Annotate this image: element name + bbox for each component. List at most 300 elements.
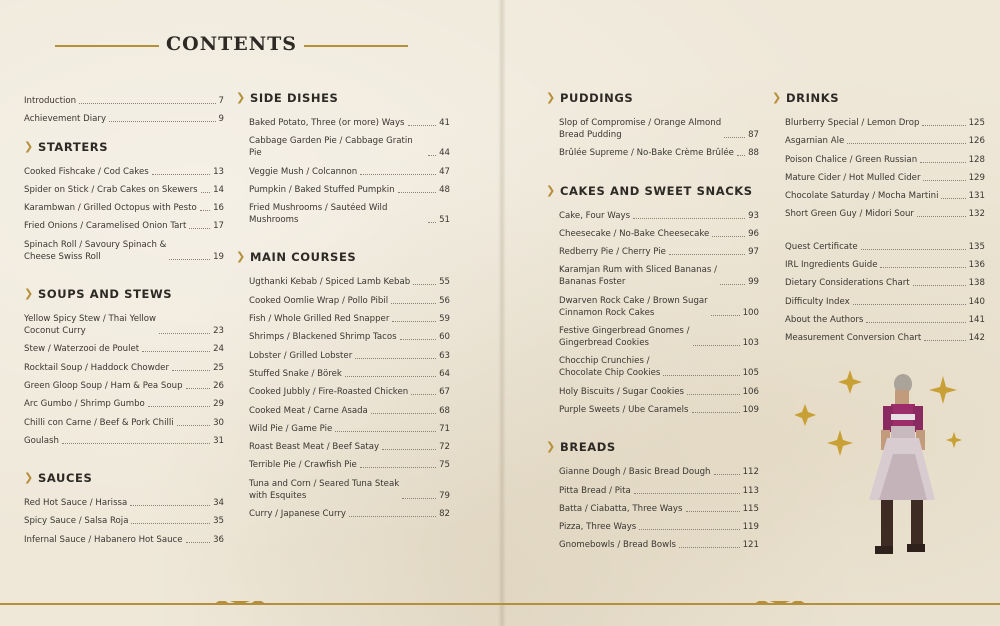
toc-entry[interactable] [559, 466, 759, 478]
entry-title: Cooked Meat / Carne Asada [249, 405, 368, 416]
page-number: 103 [742, 338, 759, 349]
dot-leader [360, 174, 436, 175]
entry-title: Karamjan Rum with Sliced Bananas / Bananas Foster [559, 265, 717, 288]
dot-leader [861, 249, 966, 250]
dot-leader [922, 125, 965, 126]
dot-leader [360, 467, 436, 468]
section-heading [236, 250, 450, 270]
toc-entry[interactable] [249, 184, 450, 196]
chevron-right-icon [24, 141, 33, 153]
entry-title: Pitta Bread / Pita [559, 485, 631, 496]
page-number: 24 [213, 344, 224, 355]
toc-entry[interactable] [785, 154, 985, 166]
page-number: 140 [968, 296, 985, 307]
character-illustration [795, 368, 965, 588]
entry-title: Purple Sweets / Ube Caramels [559, 404, 689, 415]
dot-leader [693, 345, 740, 346]
section-title: CAKES AND SWEET SNACKS [560, 183, 753, 198]
page-number: 82 [439, 509, 450, 520]
page-number: 30 [213, 417, 224, 428]
page-number: 96 [748, 228, 759, 239]
footer-ornament [0, 601, 1000, 626]
page-number: 121 [742, 540, 759, 551]
entry-title: Dwarven Rock Cake / Brown Sugar Cinnamon Rock Cakes [559, 295, 708, 318]
section-title: PUDDINGS [560, 91, 634, 105]
entry-title: Cooked Oomlie Wrap / Pollo Pibil [249, 295, 389, 306]
page-number: 44 [439, 148, 450, 159]
dot-leader [714, 474, 740, 475]
entry-title: Difficulty Index [785, 296, 850, 307]
dot-leader [633, 218, 745, 219]
title-rule-left [55, 45, 159, 47]
page-number: 72 [439, 442, 450, 453]
toc-entry[interactable] [24, 435, 224, 447]
dot-leader [172, 370, 210, 371]
toc-group [546, 466, 759, 551]
toc-entry[interactable] [559, 521, 759, 533]
page-number: 136 [968, 260, 985, 271]
page-number: 56 [439, 295, 450, 306]
page-number: 67 [439, 387, 450, 398]
entry-title: Cake, Four Ways [559, 210, 631, 221]
toc-entry[interactable] [559, 485, 759, 497]
dot-leader [923, 180, 965, 181]
toc-entry[interactable] [24, 343, 224, 355]
entry-title: Redberry Pie / Cherry Pie [559, 247, 666, 258]
title-rule-right [304, 45, 408, 47]
page-number: 115 [742, 503, 759, 514]
page-number: 36 [213, 534, 224, 545]
page-number: 9 [218, 114, 224, 125]
toc-entry[interactable] [249, 508, 450, 520]
dot-leader [917, 216, 966, 217]
toc-entry[interactable] [559, 539, 759, 551]
entry-title: Fried Mushrooms / Sautéed Wild Mushrooms [249, 203, 388, 226]
entry-title: Cheesecake / No-Bake Cheesecake [559, 228, 710, 239]
toc-entry[interactable] [785, 277, 985, 289]
page-number: 128 [968, 154, 985, 165]
toc-entry[interactable] [249, 386, 450, 398]
page-number: 131 [968, 191, 985, 202]
section-heading [24, 287, 224, 307]
toc-entry[interactable] [24, 515, 224, 527]
page-number: 79 [439, 490, 450, 501]
section-heading [236, 91, 450, 111]
entry-title: Introduction [24, 96, 77, 106]
page-number: 135 [968, 241, 985, 252]
sparkle-icon [795, 404, 816, 426]
page-number: 68 [439, 405, 450, 416]
toc-entry[interactable] [24, 166, 224, 178]
toc-entry[interactable] [559, 503, 759, 515]
toc-entry[interactable] [24, 497, 224, 509]
entry-title: Chocolate Saturday / Mocha Martini [785, 191, 939, 202]
toc-entry[interactable] [249, 295, 450, 307]
entry-title: Terrible Pie / Crawfish Pie [249, 460, 357, 471]
toc-group [236, 276, 450, 520]
entry-title: Brûlée Supreme / No-Bake Crème Brûlée [559, 148, 734, 159]
entry-title: Spicy Sauce / Salsa Roja [24, 516, 129, 527]
page-number: 55 [439, 277, 450, 288]
entry-title: Spider on Stick / Crab Cakes on Skewers [24, 184, 198, 195]
page-number: 126 [968, 136, 985, 147]
entry-title: Green Gloop Soup / Ham & Pea Soup [24, 380, 183, 391]
toc-column-2 [236, 91, 450, 526]
toc-entry[interactable] [24, 380, 224, 392]
page-number: 125 [968, 118, 985, 128]
entry-title: Wild Pie / Game Pie [249, 423, 333, 434]
dot-leader [712, 236, 745, 237]
toc-entry[interactable] [785, 332, 985, 344]
toc-entry[interactable] [559, 386, 759, 398]
page-number: 63 [439, 350, 450, 361]
chevron-right-icon [546, 441, 555, 453]
toc-entry[interactable] [559, 295, 759, 319]
toc-entry[interactable] [24, 239, 224, 263]
dot-leader [428, 222, 436, 223]
toc-entry[interactable] [249, 441, 450, 453]
page-number: 34 [213, 498, 224, 509]
toc-entry[interactable] [24, 362, 224, 374]
dot-leader [152, 174, 210, 175]
entry-title: Veggie Mush / Colcannon [249, 166, 358, 177]
dot-leader [941, 198, 965, 199]
page-number: 87 [748, 130, 759, 140]
entry-title: Yellow Spicy Stew / Thai Yellow Coconut Curry [24, 314, 157, 337]
toc-entry[interactable] [24, 202, 224, 214]
page-number: 31 [213, 435, 224, 446]
sparkle-icon [827, 430, 853, 456]
toc-entry[interactable] [249, 313, 450, 325]
dot-leader [371, 413, 436, 414]
section-heading [546, 440, 759, 460]
page-number: 109 [742, 404, 759, 415]
toc-entry[interactable] [559, 117, 759, 141]
dot-leader [866, 322, 965, 323]
sparkle-icon [946, 432, 962, 448]
dot-leader [847, 143, 965, 144]
page-number: 29 [213, 399, 224, 410]
entry-title: Goulash [24, 435, 59, 446]
entry-title: Poison Chalice / Green Russian [785, 154, 918, 165]
dot-leader [142, 351, 210, 352]
entry-title: Lobster / Grilled Lobster [249, 350, 353, 361]
entry-title: Festive Gingerbread Gnomes / Gingerbread Cookies [559, 326, 690, 349]
entry-title: Stuffed Snake / Börek [249, 368, 342, 379]
page-number: 41 [439, 118, 450, 128]
entry-title: Pumpkin / Baked Stuffed Pumpkin [249, 184, 395, 195]
entry-title: Fish / Whole Grilled Red Snapper [249, 314, 390, 325]
toc-group [24, 95, 224, 125]
dot-leader [392, 321, 436, 322]
toc-entry[interactable] [249, 423, 450, 435]
toc-entry[interactable] [24, 417, 224, 429]
page-number: 60 [439, 332, 450, 343]
chevron-right-icon [772, 92, 781, 104]
page-number: 129 [968, 172, 985, 183]
dot-leader [398, 192, 437, 193]
toc-entry[interactable] [785, 296, 985, 308]
page-number: 132 [968, 209, 985, 220]
toc-group [24, 313, 224, 447]
toc-entry[interactable] [559, 355, 759, 379]
toc-group [24, 166, 224, 263]
toc-group [546, 117, 759, 159]
page-number: 106 [742, 386, 759, 397]
entry-title: Measurement Conversion Chart [785, 333, 922, 344]
entry-title: Holy Biscuits / Sugar Cookies [559, 386, 684, 397]
dot-leader [201, 192, 210, 193]
toc-entry[interactable] [249, 276, 450, 288]
toc-entry[interactable] [785, 241, 985, 253]
entry-title: Roast Beast Meat / Beef Satay [249, 442, 380, 453]
dot-leader [669, 254, 745, 255]
dot-leader [189, 228, 210, 229]
toc-entry[interactable] [249, 459, 450, 471]
dot-leader [382, 449, 436, 450]
dot-leader [924, 340, 965, 341]
page-number: 47 [439, 166, 450, 177]
page-number: 119 [742, 522, 759, 533]
dot-leader [687, 394, 740, 395]
dot-leader [345, 376, 436, 377]
dot-leader [335, 431, 436, 432]
dot-leader [186, 542, 210, 543]
toc-entry[interactable] [249, 478, 450, 502]
toc-entry[interactable] [559, 228, 759, 240]
entry-title: Karambwan / Grilled Octopus with Pesto [24, 203, 197, 214]
dot-leader [724, 137, 745, 138]
toc-entry[interactable] [24, 313, 224, 337]
dot-leader [130, 505, 210, 506]
dot-leader [920, 162, 965, 163]
entry-title: Asgarnian Ale [785, 136, 845, 147]
toc-entry[interactable] [249, 117, 450, 129]
entry-title: Short Green Guy / Midori Sour [785, 209, 914, 220]
section-title: BREADS [560, 440, 616, 455]
entry-title: Shrimps / Blackened Shrimp Tacos [249, 332, 397, 343]
entry-title: Cabbage Garden Pie / Cabbage Gratin Pie [249, 136, 413, 159]
dot-leader [720, 284, 745, 285]
entry-title: Cooked Jubbly / Fire-Roasted Chicken [249, 387, 409, 398]
toc-entry[interactable] [249, 202, 450, 226]
page-number: 113 [742, 485, 759, 496]
title-block [55, 33, 410, 59]
page-number: 7 [218, 96, 224, 106]
toc-entry[interactable] [24, 398, 224, 410]
entry-title: Chocchip Crunchies / Chocolate Chip Cookies [559, 356, 661, 379]
page-number: 13 [213, 166, 224, 177]
toc-entry[interactable] [249, 331, 450, 343]
section-heading [24, 140, 224, 160]
entry-title: Curry / Japanese Curry [249, 509, 347, 520]
entry-title: Chilli con Carne / Beef & Pork Chilli [24, 417, 174, 428]
section-title: MAIN COURSES [250, 250, 357, 265]
entry-title: Ugthanki Kebab / Spiced Lamb Kebab [249, 277, 411, 288]
dot-leader [109, 121, 215, 122]
page-number: 23 [213, 326, 224, 337]
toc-entry[interactable] [559, 404, 759, 416]
page-number: 99 [748, 277, 759, 288]
toc-group [24, 497, 224, 546]
toc-entry[interactable] [785, 172, 985, 184]
toc-group [772, 117, 985, 220]
entry-title: Arc Gumbo / Shrimp Gumbo [24, 399, 145, 410]
section-heading [24, 471, 224, 491]
dot-leader [913, 285, 966, 286]
section-title: DRINKS [786, 91, 840, 105]
dot-leader [686, 511, 740, 512]
section-title: STARTERS [38, 139, 109, 154]
page-title: CONTENTS [166, 33, 297, 55]
entry-title: Red Hot Sauce / Harissa [24, 498, 128, 509]
entry-title: Rocktail Soup / Haddock Chowder [24, 362, 169, 373]
chevron-right-icon [236, 251, 245, 263]
page-number: 19 [213, 251, 224, 262]
chevron-right-icon [236, 92, 245, 104]
dot-leader [411, 394, 436, 395]
toc-entry[interactable] [249, 166, 450, 178]
page-number: 26 [213, 380, 224, 391]
entry-title: Blurberry Special / Lemon Drop [785, 118, 920, 128]
dot-leader [402, 498, 436, 499]
entry-title: Infernal Sauce / Habanero Hot Sauce [24, 534, 183, 545]
page-number: 138 [968, 278, 985, 289]
page-number: 93 [748, 210, 759, 221]
entry-title: Baked Potato, Three (or more) Ways [249, 118, 405, 128]
toc-entry[interactable] [559, 210, 759, 222]
entry-title: Dietary Considerations Chart [785, 278, 910, 289]
dot-leader [355, 358, 436, 359]
toc-entry[interactable] [24, 534, 224, 546]
dot-leader [62, 443, 210, 444]
page-number: 48 [439, 184, 450, 195]
dot-leader [200, 210, 210, 211]
dot-leader [408, 125, 437, 126]
section-heading [546, 91, 759, 111]
entry-title: Spinach Roll / Savoury Spinach & Cheese Swiss Roll [24, 239, 167, 262]
toc-entry[interactable] [785, 135, 985, 147]
toc-entry[interactable] [559, 246, 759, 258]
sparkle-icon [838, 370, 862, 394]
page-number: 105 [742, 368, 759, 379]
chevron-right-icon [546, 92, 555, 104]
page-number: 97 [748, 247, 759, 258]
entry-title: Cooked Fishcake / Cod Cakes [24, 166, 149, 177]
toc-group [236, 117, 450, 226]
entry-title: Pizza, Three Ways [559, 522, 637, 533]
page-number: 14 [213, 184, 224, 195]
toc-entry[interactable] [249, 350, 450, 362]
dot-leader [349, 516, 436, 517]
toc-column-1 [24, 95, 224, 552]
dot-leader [692, 412, 740, 413]
dot-leader [413, 284, 436, 285]
toc-entry[interactable] [785, 190, 985, 202]
toc-entry[interactable] [559, 147, 759, 159]
page-number: 35 [213, 516, 224, 527]
toc-entry[interactable] [249, 368, 450, 380]
toc-group [546, 210, 759, 416]
toc-entry[interactable] [249, 405, 450, 417]
entry-title: Quest Certificate [785, 241, 858, 252]
entry-title: Slop of Compromise / Orange Almond Bread Pudding [559, 118, 722, 140]
entry-title: About the Authors [785, 314, 864, 325]
entry-title: Stew / Waterzooi de Poulet [24, 344, 140, 355]
page-number: 25 [213, 362, 224, 373]
section-heading [772, 91, 985, 111]
toc-entry[interactable] [785, 314, 985, 326]
entry-title: Batta / Ciabatta, Three Ways [559, 503, 683, 514]
entry-title: Gianne Dough / Basic Bread Dough [559, 467, 711, 478]
sparkle-icon [929, 376, 957, 404]
dot-leader [131, 523, 210, 524]
dot-leader [169, 259, 210, 260]
page-number: 112 [742, 467, 759, 478]
chevron-right-icon [24, 288, 33, 300]
dot-leader [853, 304, 966, 305]
dot-leader [148, 406, 210, 407]
dot-leader [663, 375, 739, 376]
entry-title: Fried Onions / Caramelised Onion Tart [24, 221, 187, 232]
dot-leader [177, 425, 210, 426]
toc-entry[interactable] [559, 325, 759, 349]
page-number: 51 [439, 215, 450, 226]
toc-entry[interactable] [559, 264, 759, 288]
section-title: SAUCES [38, 471, 93, 486]
dot-leader [679, 547, 740, 548]
entry-title: Gnomebowls / Bread Bowls [559, 540, 677, 551]
page-number: 75 [439, 460, 450, 471]
entry-title: Achievement Diary [24, 114, 107, 125]
dot-leader [880, 267, 965, 268]
section-title: SOUPS AND STEWS [38, 287, 173, 302]
dot-leader [186, 388, 211, 389]
toc-entry[interactable] [249, 135, 450, 159]
entry-title: Mature Cider / Hot Mulled Cider [785, 172, 921, 183]
toc-entry[interactable] [785, 117, 985, 129]
page-number: 142 [968, 333, 985, 344]
toc-entry[interactable] [24, 113, 224, 125]
section-heading [546, 184, 759, 204]
toc-group [772, 241, 985, 344]
page-number: 100 [742, 307, 759, 318]
page-number: 59 [439, 314, 450, 325]
entry-title: IRL Ingredients Guide [785, 260, 878, 271]
toc-entry[interactable] [24, 184, 224, 196]
dot-leader [737, 155, 745, 156]
toc-entry[interactable] [785, 208, 985, 220]
dot-leader [391, 303, 436, 304]
page-number: 71 [439, 423, 450, 434]
page-number: 16 [213, 203, 224, 214]
entry-title: Tuna and Corn / Seared Tuna Steak with Esquites [249, 478, 400, 501]
dot-leader [79, 103, 215, 104]
toc-entry[interactable] [785, 259, 985, 271]
toc-column-3 [546, 91, 759, 558]
chevron-right-icon [546, 185, 555, 197]
page-number: 17 [213, 221, 224, 232]
dot-leader [711, 315, 740, 316]
section-title: SIDE DISHES [250, 91, 339, 105]
dot-leader [634, 493, 740, 494]
toc-entry[interactable] [24, 95, 224, 107]
page-number: 64 [439, 368, 450, 379]
page-gutter [498, 0, 506, 626]
toc-entry[interactable] [24, 220, 224, 232]
dot-leader [639, 529, 739, 530]
dot-leader [400, 339, 436, 340]
